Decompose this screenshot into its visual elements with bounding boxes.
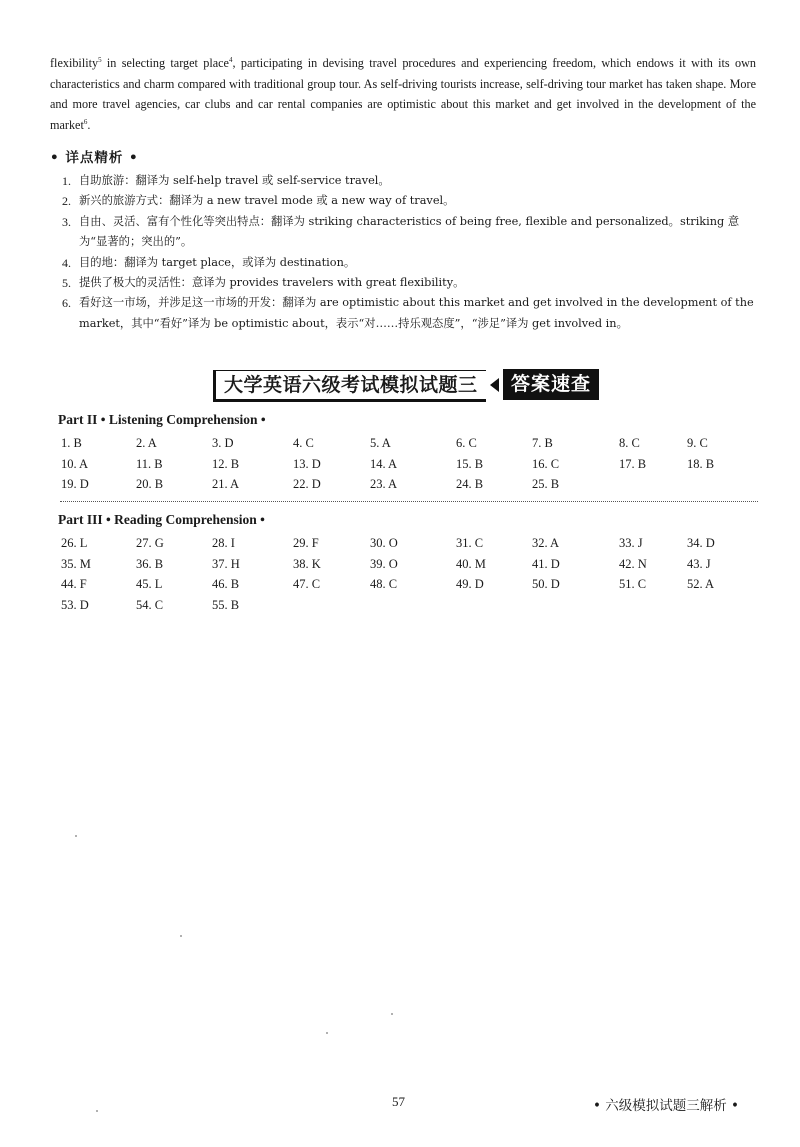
- banner-title: 大学英语六级考试模拟试题三: [213, 370, 486, 402]
- note-number: 5.: [62, 276, 71, 291]
- answer-cell: 51. C: [619, 577, 647, 591]
- answer-cell: 23. A: [370, 477, 398, 491]
- answer-cell: 34. D: [687, 536, 715, 550]
- note-item: [62, 273, 756, 293]
- answer-cell: 9. C: [687, 436, 708, 450]
- answer-cell: 38. K: [293, 556, 321, 571]
- answer-cell: 15. B: [456, 456, 484, 471]
- answer-cell: 45. L: [136, 577, 163, 591]
- answer-cell: 11. B: [136, 456, 163, 471]
- answer-cell: 24. B: [456, 477, 484, 491]
- intro-text-2: in selecting target place: [101, 56, 229, 70]
- answer-cell: 10. A: [61, 456, 89, 471]
- answer-row: [61, 598, 761, 619]
- scan-speck: [391, 1013, 393, 1015]
- note-item: [62, 212, 756, 253]
- answer-cell: 48. C: [370, 577, 398, 591]
- answer-row: [61, 557, 761, 578]
- note-number: 4.: [62, 255, 71, 270]
- intro-text-1: flexibility: [50, 56, 99, 70]
- note-text: 目的地：翻译为 target place，或译为 destination。: [79, 255, 356, 269]
- answer-cell: 50. D: [532, 577, 560, 591]
- part3-answers: [61, 536, 761, 618]
- answer-cell: 8. C: [619, 436, 640, 450]
- note-item: [62, 253, 756, 273]
- footer-title: • 六级模拟试题三解析 •: [593, 1098, 740, 1114]
- answer-cell: 40. M: [456, 556, 486, 571]
- answer-cell: 13. D: [293, 456, 321, 471]
- notes-heading: • 详点精析 •: [50, 150, 139, 166]
- scan-speck: [75, 835, 77, 837]
- footnote-ref-6: 6: [83, 117, 88, 126]
- footnote-ref-5: 5: [98, 55, 102, 64]
- answer-row: [61, 457, 761, 478]
- answer-cell: 14. A: [370, 456, 398, 471]
- answer-cell: 19. D: [61, 477, 89, 491]
- intro-paragraph: [50, 53, 756, 135]
- answer-cell: 49. D: [456, 577, 484, 591]
- answer-key-banner: [213, 369, 592, 403]
- answer-row: [61, 436, 761, 457]
- answer-cell: 53. D: [61, 597, 89, 612]
- answer-cell: 46. B: [212, 577, 240, 591]
- section-divider: [60, 501, 758, 502]
- answer-cell: 17. B: [619, 456, 647, 471]
- answer-cell: 7. B: [532, 436, 553, 450]
- answer-cell: 37. H: [212, 556, 240, 571]
- answer-cell: 2. A: [136, 436, 157, 450]
- answer-cell: 43. J: [687, 556, 711, 571]
- answer-cell: 52. A: [687, 577, 715, 591]
- answer-cell: 12. B: [212, 456, 240, 471]
- page-number: 57: [392, 1094, 405, 1109]
- answer-cell: 31. C: [456, 536, 484, 550]
- answer-row: [61, 536, 761, 557]
- note-text: 自由、灵活、富有个性化等突出特点：翻译为 striking characteristics of being free, flexible and personalized。striking 意为“显著的；突出的”。: [79, 214, 740, 249]
- note-number: 1.: [62, 174, 71, 188]
- note-number: 3.: [62, 214, 71, 229]
- note-text: 自助旅游：翻译为 self-help travel 或 self-service travel。: [79, 174, 390, 187]
- notes-list: [62, 171, 756, 334]
- answer-cell: 6. C: [456, 436, 477, 450]
- scan-speck: [326, 1032, 328, 1034]
- answer-cell: 26. L: [61, 536, 88, 550]
- note-text: 新兴的旅游方式：翻译为 a new travel mode 或 a new way of travel。: [79, 194, 455, 208]
- answer-cell: 27. G: [136, 536, 164, 550]
- note-number: 2.: [62, 194, 71, 209]
- note-item: [62, 293, 756, 334]
- answer-cell: 35. M: [61, 556, 91, 571]
- answer-cell: 3. D: [212, 436, 234, 450]
- answer-cell: 54. C: [136, 597, 164, 612]
- answer-cell: 20. B: [136, 477, 164, 491]
- note-text: 看好这一市场，并涉足这一市场的开发：翻译为 are optimistic about this market and get involved in the development of the market，其中“看好”译为 be optimistic about，表示“对……持乐观态度”，“涉足”译为 get involved in。: [79, 296, 754, 330]
- intro-text-4: .: [87, 117, 91, 132]
- scan-speck: [180, 935, 182, 937]
- answer-row: [61, 477, 761, 498]
- answer-cell: 33. J: [619, 536, 643, 550]
- answer-cell: 29. F: [293, 536, 319, 550]
- intro-text-3: , participating in devising travel procedures and experiencing freedom, which endows it with its own characteristics and charm compared with traditional group tour. As self-driving tourists increase, self-driving tour market has taken shape. More and more travel agencies, car clubs and car rental companies are optimistic about this market and get involved in the development of the market: [50, 56, 756, 132]
- answer-cell: 18. B: [687, 456, 715, 471]
- part2-answers: [61, 436, 761, 498]
- answer-cell: 1. B: [61, 436, 82, 450]
- answer-row: [61, 577, 761, 598]
- answer-cell: 25. B: [532, 477, 560, 491]
- banner-arrow-icon: [490, 378, 499, 392]
- answer-cell: 30. O: [370, 536, 398, 550]
- answer-cell: 42. N: [619, 556, 647, 571]
- answer-cell: 16. C: [532, 456, 560, 471]
- note-number: 6.: [62, 296, 71, 311]
- answer-cell: 28. I: [212, 536, 235, 550]
- answer-cell: 44. F: [61, 577, 87, 591]
- part3-heading: Part III • Reading Comprehension •: [58, 512, 265, 527]
- answer-cell: 47. C: [293, 577, 321, 591]
- answer-cell: 5. A: [370, 436, 391, 450]
- answer-cell: 4. C: [293, 436, 314, 450]
- answer-cell: 21. A: [212, 477, 240, 491]
- answer-cell: 36. B: [136, 556, 164, 571]
- banner-tag: 答案速查: [503, 369, 599, 400]
- footnote-ref-4: 4: [228, 55, 233, 64]
- note-item: [62, 191, 756, 211]
- part2-heading: Part II • Listening Comprehension •: [58, 412, 266, 427]
- answer-cell: 39. O: [370, 556, 398, 571]
- answer-cell: 55. B: [212, 597, 240, 612]
- answer-cell: 22. D: [293, 477, 321, 491]
- answer-cell: 41. D: [532, 556, 560, 571]
- note-item: [62, 171, 756, 191]
- scan-speck: [96, 1110, 98, 1112]
- answer-cell: 32. A: [532, 536, 560, 550]
- note-text: 提供了极大的灵活性：意译为 provides travelers with great flexibility。: [79, 276, 465, 290]
